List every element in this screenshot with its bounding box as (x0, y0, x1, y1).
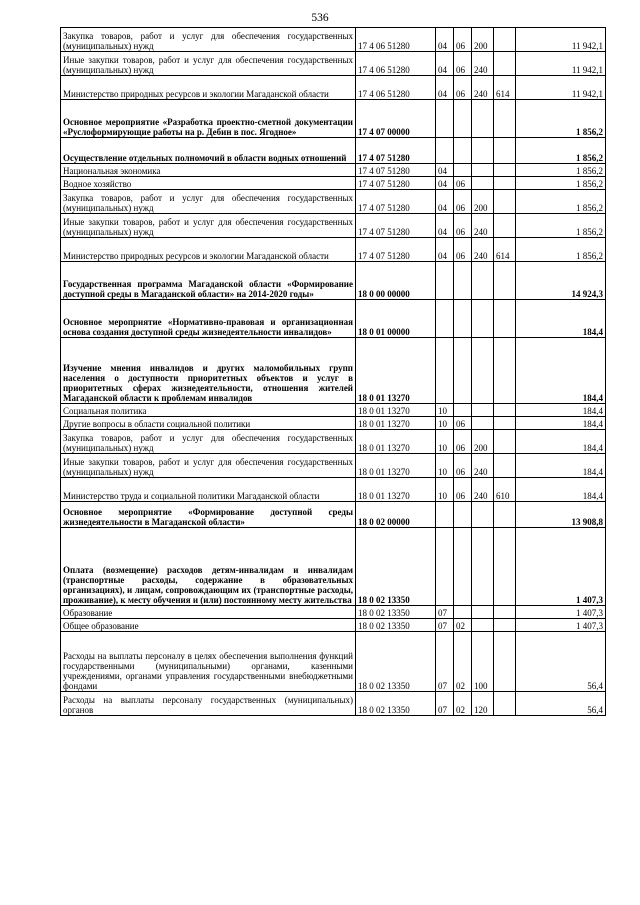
amount-cell: 1 856,2 (516, 214, 606, 238)
item-name-cell: Иные закупки товаров, работ и услуг для обеспечения государственных (муниципальных) нужд (61, 214, 356, 238)
subsection-cell (454, 138, 472, 164)
table-row (61, 417, 606, 430)
item-name-cell: Национальная экономика (61, 164, 356, 177)
expense-type-cell: 200 (472, 430, 494, 454)
table-row (61, 404, 606, 417)
administrator-cell (494, 190, 516, 214)
expense-type-cell: 240 (472, 454, 494, 478)
target-code-cell: 18 0 02 13350 (356, 619, 436, 632)
table-row (61, 28, 606, 52)
item-name-cell: Оплата (возмещение) расходов детям-инвалидам и инвалидам (транспортные расходы, содержание в образовательных организациях), и лицам, сопровождающим их (транспортные расходы, проживание), к месту обучения и (или) постоянному месту жительства (61, 528, 356, 606)
target-code-cell: 17 4 07 51280 (356, 190, 436, 214)
section-cell: 10 (436, 454, 454, 478)
subsection-cell (454, 164, 472, 177)
section-cell: 04 (436, 28, 454, 52)
target-code-cell: 18 0 00 00000 (356, 262, 436, 300)
subsection-cell (454, 300, 472, 338)
administrator-cell (494, 100, 516, 138)
page-number: 536 (311, 12, 329, 24)
subsection-cell (454, 528, 472, 606)
amount-cell: 56,4 (516, 692, 606, 716)
administrator-cell (494, 138, 516, 164)
subsection-cell: 06 (454, 28, 472, 52)
item-name-cell: Социальная политика (61, 404, 356, 417)
section-cell: 10 (436, 478, 454, 502)
administrator-cell (494, 619, 516, 632)
subsection-cell (454, 338, 472, 404)
table-row (61, 164, 606, 177)
target-code-cell: 18 0 02 13350 (356, 692, 436, 716)
amount-cell: 1 407,3 (516, 606, 606, 619)
subsection-cell: 06 (454, 190, 472, 214)
table-row (61, 528, 606, 606)
target-code-cell: 17 4 06 51280 (356, 52, 436, 76)
administrator-cell (494, 502, 516, 528)
administrator-cell (494, 454, 516, 478)
amount-cell: 11 942,1 (516, 28, 606, 52)
administrator-cell (494, 52, 516, 76)
expense-type-cell (472, 606, 494, 619)
administrator-cell (494, 430, 516, 454)
section-cell (436, 528, 454, 606)
table-row (61, 619, 606, 632)
section-cell: 04 (436, 164, 454, 177)
expense-type-cell (472, 300, 494, 338)
item-name-cell: Закупка товаров, работ и услуг для обеспечения государственных (муниципальных) нужд (61, 190, 356, 214)
table-row (61, 190, 606, 214)
section-cell: 07 (436, 606, 454, 619)
amount-cell: 1 856,2 (516, 164, 606, 177)
item-name-cell: Расходы на выплаты персоналу в целях обеспечения выполнения функций государственными (муниципальными) органами, казенными учреждениями, органами управления государственными внебюджетными фондами (61, 632, 356, 692)
item-name-cell: Образование (61, 606, 356, 619)
expense-type-cell (472, 262, 494, 300)
amount-cell: 1 407,3 (516, 619, 606, 632)
item-name-cell: Основное мероприятие «Нормативно-правовая и организационная основа создания доступной среды жизнедеятельности инвалидов» (61, 300, 356, 338)
subsection-cell: 06 (454, 177, 472, 190)
subsection-cell: 02 (454, 632, 472, 692)
item-name-cell: Общее образование (61, 619, 356, 632)
amount-cell: 11 942,1 (516, 52, 606, 76)
expense-type-cell: 240 (472, 478, 494, 502)
administrator-cell (494, 28, 516, 52)
item-name-cell: Водное хозяйство (61, 177, 356, 190)
section-cell: 10 (436, 430, 454, 454)
administrator-cell (494, 417, 516, 430)
table-row (61, 478, 606, 502)
section-cell: 04 (436, 214, 454, 238)
item-name-cell: Расходы на выплаты персоналу государственных (муниципальных) органов (61, 692, 356, 716)
section-cell (436, 338, 454, 404)
administrator-cell (494, 177, 516, 190)
subsection-cell (454, 404, 472, 417)
target-code-cell: 17 4 06 51280 (356, 28, 436, 52)
table-row (61, 100, 606, 138)
expense-type-cell: 100 (472, 632, 494, 692)
amount-cell: 184,4 (516, 430, 606, 454)
expense-type-cell (472, 338, 494, 404)
administrator-cell (494, 692, 516, 716)
section-cell: 07 (436, 692, 454, 716)
target-code-cell: 18 0 01 00000 (356, 300, 436, 338)
administrator-cell (494, 528, 516, 606)
table-row (61, 177, 606, 190)
target-code-cell: 18 0 02 13350 (356, 632, 436, 692)
target-code-cell: 18 0 01 13270 (356, 430, 436, 454)
expense-type-cell: 240 (472, 238, 494, 262)
table-row (61, 606, 606, 619)
expense-type-cell (472, 619, 494, 632)
target-code-cell: 17 4 07 00000 (356, 100, 436, 138)
expense-type-cell: 240 (472, 214, 494, 238)
amount-cell: 1 856,2 (516, 238, 606, 262)
target-code-cell: 18 0 01 13270 (356, 404, 436, 417)
subsection-cell: 06 (454, 478, 472, 502)
table-row (61, 76, 606, 100)
target-code-cell: 18 0 01 13270 (356, 478, 436, 502)
target-code-cell: 17 4 07 51280 (356, 177, 436, 190)
subsection-cell: 06 (454, 238, 472, 262)
administrator-cell: 610 (494, 478, 516, 502)
section-cell: 04 (436, 52, 454, 76)
item-name-cell: Закупка товаров, работ и услуг для обеспечения государственных (муниципальных) нужд (61, 430, 356, 454)
amount-cell: 13 908,8 (516, 502, 606, 528)
target-code-cell: 17 4 06 51280 (356, 76, 436, 100)
section-cell: 07 (436, 619, 454, 632)
table-row (61, 338, 606, 404)
subsection-cell: 06 (454, 417, 472, 430)
administrator-cell (494, 262, 516, 300)
table-row (61, 262, 606, 300)
section-cell: 10 (436, 404, 454, 417)
target-code-cell: 17 4 07 51280 (356, 214, 436, 238)
amount-cell: 184,4 (516, 454, 606, 478)
amount-cell: 1 856,2 (516, 190, 606, 214)
subsection-cell: 06 (454, 454, 472, 478)
expense-type-cell (472, 404, 494, 417)
administrator-cell (494, 338, 516, 404)
table-row (61, 300, 606, 338)
target-code-cell: 17 4 07 51280 (356, 238, 436, 262)
amount-cell: 1 856,2 (516, 100, 606, 138)
expense-type-cell (472, 177, 494, 190)
administrator-cell (494, 632, 516, 692)
amount-cell: 1 407,3 (516, 528, 606, 606)
section-cell: 04 (436, 177, 454, 190)
amount-cell: 1 856,2 (516, 177, 606, 190)
section-cell (436, 502, 454, 528)
target-code-cell: 17 4 07 51280 (356, 138, 436, 164)
item-name-cell: Изучение мнения инвалидов и других маломобильных групп населения о доступности приоритетных объектов и услуг в приоритетных сферах жизнедеятельности, отношения жителей Магаданской области к проблемам инвалидов (61, 338, 356, 404)
target-code-cell: 18 0 02 13350 (356, 528, 436, 606)
table-row (61, 52, 606, 76)
subsection-cell: 06 (454, 52, 472, 76)
section-cell: 04 (436, 76, 454, 100)
item-name-cell: Основное мероприятие «Разработка проектно-сметной документации «Руслоформирующие работы на р. Дебин в пос. Ягодное» (61, 100, 356, 138)
administrator-cell (494, 214, 516, 238)
amount-cell: 1 856,2 (516, 138, 606, 164)
subsection-cell (454, 100, 472, 138)
amount-cell: 184,4 (516, 300, 606, 338)
administrator-cell (494, 606, 516, 619)
amount-cell: 184,4 (516, 404, 606, 417)
amount-cell: 184,4 (516, 417, 606, 430)
expense-type-cell (472, 164, 494, 177)
amount-cell: 184,4 (516, 478, 606, 502)
expense-type-cell (472, 138, 494, 164)
expense-type-cell (472, 528, 494, 606)
table-row (61, 502, 606, 528)
expense-type-cell: 240 (472, 76, 494, 100)
section-cell: 07 (436, 632, 454, 692)
amount-cell: 11 942,1 (516, 76, 606, 100)
target-code-cell: 18 0 01 13270 (356, 417, 436, 430)
amount-cell: 56,4 (516, 632, 606, 692)
section-cell (436, 262, 454, 300)
table-row (61, 138, 606, 164)
budget-table (60, 27, 606, 716)
subsection-cell: 06 (454, 430, 472, 454)
expense-type-cell: 120 (472, 692, 494, 716)
expense-type-cell: 240 (472, 52, 494, 76)
expense-type-cell: 200 (472, 28, 494, 52)
administrator-cell: 614 (494, 76, 516, 100)
target-code-cell: 18 0 01 13270 (356, 338, 436, 404)
item-name-cell: Закупка товаров, работ и услуг для обеспечения государственных (муниципальных) нужд (61, 28, 356, 52)
section-cell: 04 (436, 190, 454, 214)
item-name-cell: Министерство природных ресурсов и экологии Магаданской области (61, 76, 356, 100)
item-name-cell: Государственная программа Магаданской области «Формирование доступной среды в Магаданской области» на 2014-2020 годы» (61, 262, 356, 300)
amount-cell: 14 924,3 (516, 262, 606, 300)
section-cell (436, 300, 454, 338)
expense-type-cell: 200 (472, 190, 494, 214)
administrator-cell: 614 (494, 238, 516, 262)
item-name-cell: Иные закупки товаров, работ и услуг для обеспечения государственных (муниципальных) нужд (61, 52, 356, 76)
item-name-cell: Другие вопросы в области социальной политики (61, 417, 356, 430)
expense-type-cell (472, 417, 494, 430)
subsection-cell (454, 502, 472, 528)
subsection-cell: 02 (454, 692, 472, 716)
table-row (61, 454, 606, 478)
table-row (61, 430, 606, 454)
table-row (61, 214, 606, 238)
subsection-cell: 02 (454, 619, 472, 632)
table-row (61, 692, 606, 716)
table-row (61, 632, 606, 692)
expense-type-cell (472, 100, 494, 138)
administrator-cell (494, 404, 516, 417)
item-name-cell: Основное мероприятие «Формирование доступной среды жизнедеятельности в Магаданской области» (61, 502, 356, 528)
item-name-cell: Осуществление отдельных полномочий в области водных отношений (61, 138, 356, 164)
target-code-cell: 18 0 02 00000 (356, 502, 436, 528)
subsection-cell: 06 (454, 214, 472, 238)
table-row (61, 238, 606, 262)
amount-cell: 184,4 (516, 338, 606, 404)
administrator-cell (494, 300, 516, 338)
subsection-cell (454, 262, 472, 300)
item-name-cell: Иные закупки товаров, работ и услуг для обеспечения государственных (муниципальных) нужд (61, 454, 356, 478)
subsection-cell: 06 (454, 76, 472, 100)
subsection-cell (454, 606, 472, 619)
section-cell: 10 (436, 417, 454, 430)
section-cell (436, 100, 454, 138)
item-name-cell: Министерство природных ресурсов и экологии Магаданской области (61, 238, 356, 262)
section-cell: 04 (436, 238, 454, 262)
target-code-cell: 18 0 01 13270 (356, 454, 436, 478)
target-code-cell: 17 4 07 51280 (356, 164, 436, 177)
target-code-cell: 18 0 02 13350 (356, 606, 436, 619)
expense-type-cell (472, 502, 494, 528)
section-cell (436, 138, 454, 164)
administrator-cell (494, 164, 516, 177)
item-name-cell: Министерство труда и социальной политики Магаданской области (61, 478, 356, 502)
